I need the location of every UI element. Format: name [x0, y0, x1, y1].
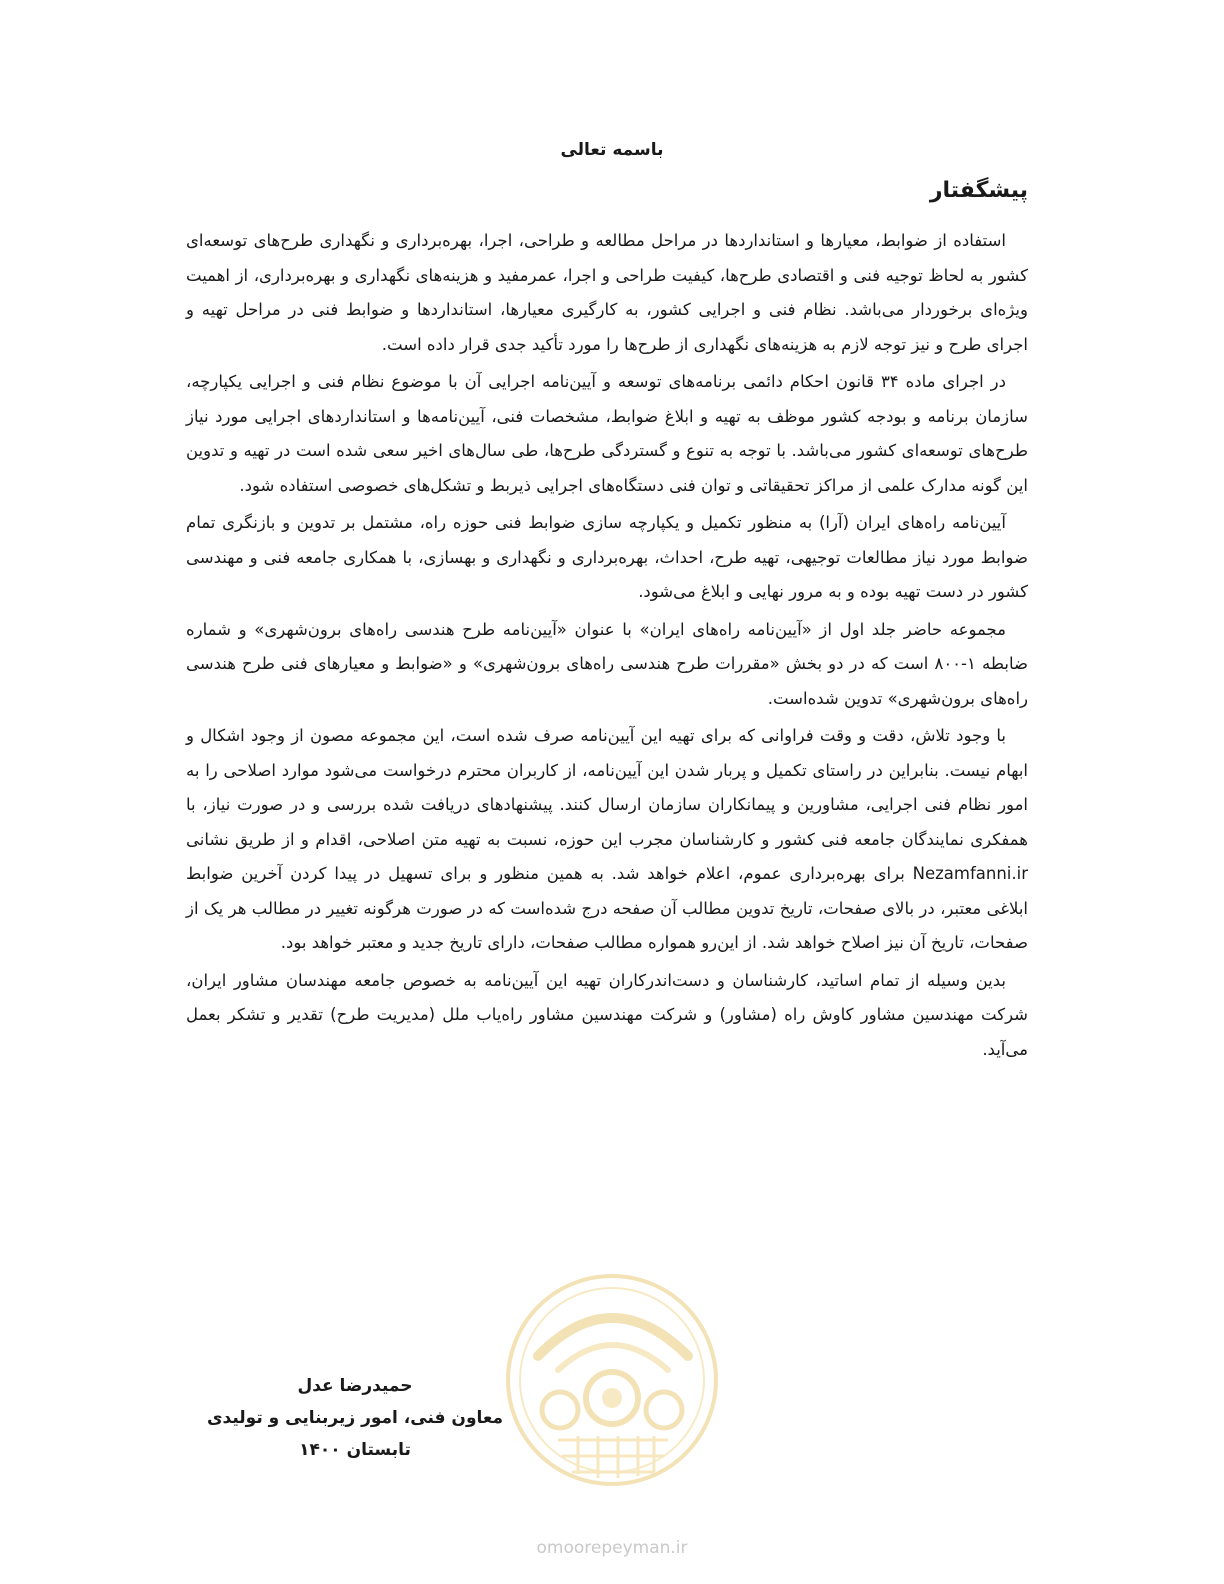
- nezamfanni-link[interactable]: Nezamfanni.ir: [912, 864, 1028, 883]
- signatory-position: معاون فنی، امور زیربنایی و تولیدی: [206, 1408, 504, 1428]
- watermark-url: omoorepeyman.ir: [536, 1538, 688, 1558]
- signatory-name: حمیدرضا عدل: [297, 1376, 413, 1396]
- basmala-heading: باسمه تعالی: [560, 140, 664, 160]
- paragraph-3: آیین‌نامه راه‌های ایران (آرا) به منظور تکمیل و یکپارچه سازی ضوابط فنی حوزه راه، مشتمل بر تدوین و بازنگری تمام ضوابط مورد نیاز مطالعات توجیهی، تهیه طرح، احداث، بهره‌برداری و نگهداری و بهسازی، با همکاری جامعه فنی و مهندسی کشور در دست تهیه بوده و به مرور نهایی و ابلاغ می‌شود.: [186, 513, 1028, 601]
- paragraph-1: استفاده از ضوابط، معیارها و استانداردها در مراحل مطالعه و طراحی، اجرا، بهره‌برداری و نگهداری طرح‌های توسعه‌ای کشور به لحاظ توجیه فنی و اقتصادی طرح‌ها، کیفیت طراحی و اجرا، عمرمفید و هزینه‌های نگهداری و بهره‌برداری، از اهمیت ویژه‌ای برخوردار می‌باشد. نظام فنی و اجرایی کشور، به کارگیری معیارها، استانداردها و ضوابط فنی در مراحل تهیه و اجرای طرح و نیز توجه لازم به هزینه‌های نگهداری از طرح‌ها را مورد تأکید جدی قرار داده است.: [186, 231, 1028, 354]
- signature-date: تابستان ۱۴۰۰: [299, 1440, 411, 1460]
- paragraph-6: بدین وسیله از تمام اساتید، کارشناسان و دست‌اندرکاران تهیه این آیین‌نامه به خصوص جامعه مهندسان مشاور ایران، شرکت مهندسین مشاور کاوش راه (مشاور) و شرکت مهندسین مشاور راه‌یاب ملل (مدیریت طرح) تقدیر و تشکر بعمل می‌آید.: [186, 970, 1028, 1059]
- paragraph-2: در اجرای ماده ۳۴ قانون احکام دائمی برنامه‌های توسعه و آیین‌نامه اجرایی آن با موضوع نظام فنی و اجرایی یکپارچه، سازمان برنامه و بودجه کشور موظف به تهیه و ابلاغ ضوابط، مشخصات فنی، آیین‌نامه‌ها و استانداردهای اجرایی مورد نیاز طرح‌های توسعه‌ای کشور می‌باشد. با توجه به تنوع و گستردگی طرح‌ها، طی سال‌های اخیر سعی شده است در تهیه و تدوین این گونه مدارک علمی از مراکز تحقیقاتی و توان فنی دستگاه‌های اجرایی ذیربط و تشکل‌های خصوصی استفاده شود.: [186, 372, 1028, 495]
- signature-block: [200, 1370, 510, 1466]
- paragraph-5-part1: با وجود تلاش، دقت و وقت فراوانی که برای تهیه این آیین‌نامه صرف شده است، این مجموعه مصون از وجود اشکال و ابهام نیست. بنابراین در راستای تکمیل و پربار شدن این آیین‌نامه، از کاربران محترم درخواست می‌شود موارد اصلاحی را به امور نظام فنی اجرایی، مشاورین و پیمانکاران سازمان ارسال کنند. پیشنهادهای دریافت شده بررسی و در صورت نیاز، با همفکری نمایندگان جامعه فنی کشور و کارشناسان مجرب این حوزه، نسبت به تهیه متن اصلاحی، اقدام و از طریق نشانی: [186, 726, 1028, 849]
- watermark-logo: [498, 1260, 726, 1500]
- preface-body: [186, 224, 1028, 1070]
- section-title: پیشگفتار: [929, 178, 1028, 203]
- paragraph-4: مجموعه حاضر جلد اول از «آیین‌نامه راه‌های ایران» با عنوان «آیین‌نامه طرح هندسی راه‌های برون‌شهری» و شماره ضابطه ۱-۸۰۰ است که در دو بخش «مقررات طرح هندسی راه‌های برون‌شهری» و «ضوابط و معیارهای فنی طرح هندسی راه‌های برون‌شهری» تدوین شده‌است.: [186, 619, 1028, 708]
- paragraph-5-part2: برای بهره‌برداری عموم، اعلام خواهد شد. به همین منظور و برای تسهیل در پیدا کردن آخرین ضوابط ابلاغی معتبر، در بالای صفحات، تاریخ تدوین مطالب آن صفحه درج شده‌است که در صورت هرگونه تغییر در مطالب هر یک از صفحات، تاریخ آن نیز اصلاح خواهد شد. از این‌رو همواره مطالب صفحات، دارای تاریخ جدید و معتبر خواهد بود.: [186, 864, 1028, 952]
- paragraph-5: [186, 719, 1028, 961]
